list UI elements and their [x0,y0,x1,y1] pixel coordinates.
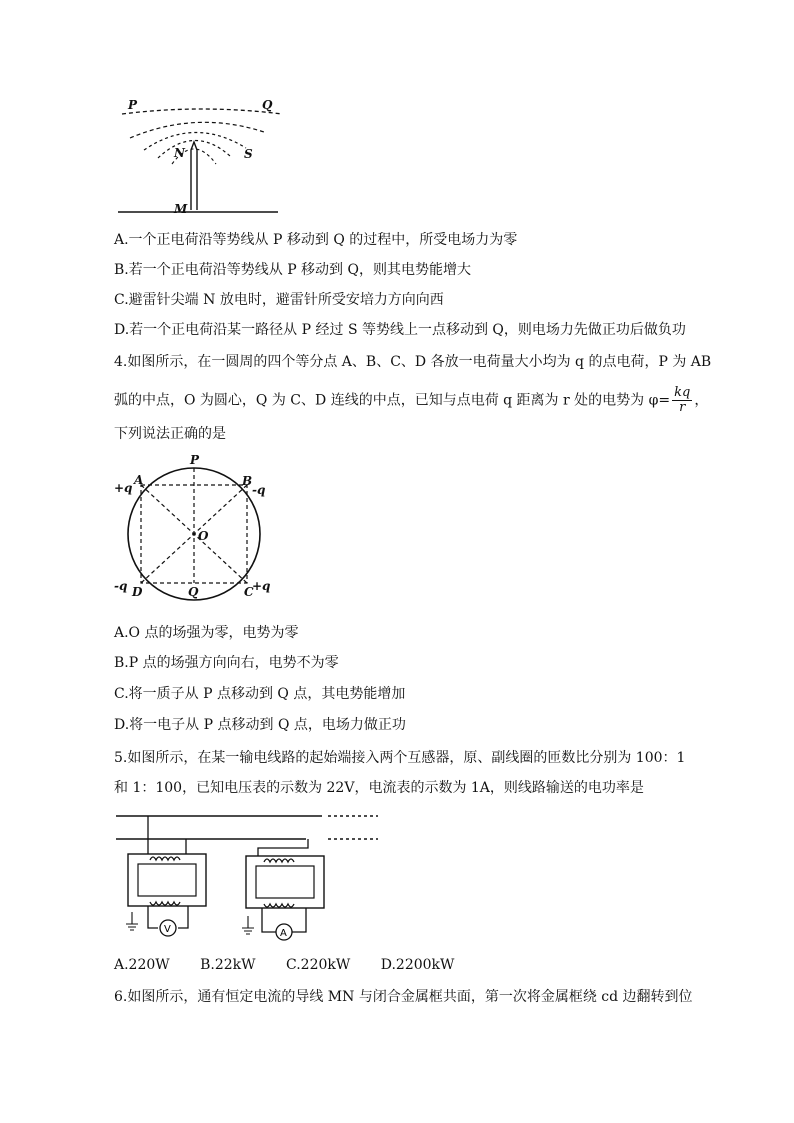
charge-a: +q [114,481,133,495]
lightning-rod-figure [112,92,292,220]
q5-option-a: A.220W [114,957,170,973]
label-d: D [132,585,143,599]
label-q: Q [262,98,273,112]
voltmeter-label: V [164,924,171,935]
label-c: C [244,585,254,599]
label-p2: P [190,453,200,467]
q4-option-c: C.将一质子从 P 点移动到 Q 点，其电势能增加 [114,686,406,702]
q3-option-c: C.避雷针尖端 N 放电时，避雷针所受安培力方向向西 [114,292,444,308]
q4-stem-line2 [114,386,708,415]
label-a: A [134,473,144,487]
label-o: O [198,529,209,543]
label-q2: Q [188,585,199,599]
label-m: M [174,202,188,216]
q5-option-b: B.22kW [200,957,256,973]
circle-charges-figure [114,452,274,602]
q5-option-d: D.2200kW [380,957,455,973]
q4-stem-line1: 4.如图所示，在一圆周的四个等分点 A、B、C、D 各放一电荷量大小均为 q 的点电荷，P 为 AB [114,354,712,370]
q4-option-d: D.将一电子从 P 点移动到 Q 点，电场力做正功 [114,717,406,733]
ammeter-label: A [280,928,287,939]
q5-option-c: C.220kW [286,957,351,973]
label-s: S [244,147,253,161]
q4-option-b: B.P 点的场强方向向右，电势不为零 [114,655,339,671]
transformer-figure [116,808,386,950]
potential-formula [672,386,692,415]
charge-c: +q [252,579,271,593]
q4-option-a: A.O 点的场强为零，电势为零 [114,625,299,641]
q3-option-d: D.若一个正电荷沿某一路径从 P 经过 S 等势线上一点移动到 Q，则电场力先做正功后做负功 [114,322,686,338]
q4-stem-line3: 下列说法正确的是 [114,426,226,442]
q5-stem-line1: 5.如图所示，在某一输电线路的起始端接入两个互感器，原、副线圈的匝数比分别为 100：1 [114,750,686,766]
formula-numerator: kq [674,385,691,400]
q5-options [114,956,480,974]
q4-stem-line2-text: 弧的中点，O 为圆心，Q 为 C、D 连线的中点，已知与点电荷 q 距离为 r 处的电势为 φ= [114,392,671,409]
charge-d: -q [114,579,128,593]
circle-charges-svg [114,452,274,602]
q6-stem-line1: 6.如图所示，通有恒定电流的导线 MN 与闭合金属框共面，第一次将金属框绕 cd 边翻转到位 [114,989,693,1005]
q4-stem-line2-end: ， [694,392,709,409]
label-b: B [242,474,253,488]
transformer-svg [116,808,386,950]
label-n: N [174,146,185,160]
q5-stem-line2: 和 1：100，已知电压表的示数为 22V，电流表的示数为 1A，则线路输送的电功率是 [114,780,644,796]
label-p: P [128,98,138,112]
formula-denominator: r [679,400,686,415]
charge-b: -q [252,483,266,497]
q3-option-a: A.一个正电荷沿等势线从 P 移动到 Q 的过程中，所受电场力为零 [114,232,518,248]
lightning-rod-svg [112,92,292,220]
q3-option-b: B.若一个正电荷沿等势线从 P 移动到 Q，则其电势能增大 [114,262,471,278]
